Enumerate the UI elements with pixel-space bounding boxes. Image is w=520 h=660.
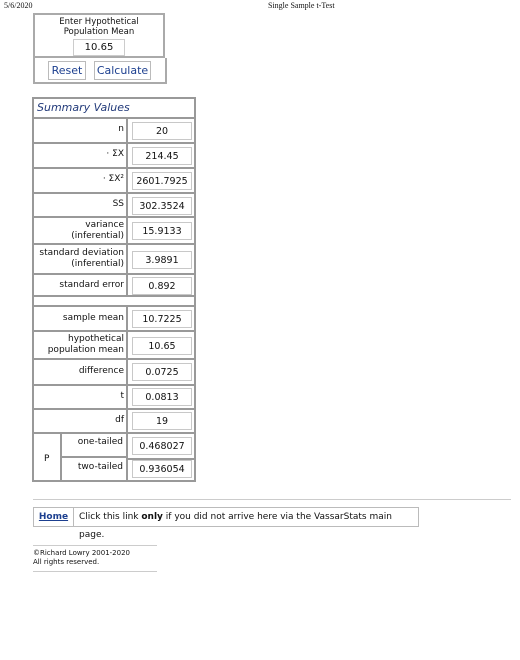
row-label: standard error <box>59 280 124 290</box>
hypothetical-mean-panel <box>33 13 165 58</box>
row-standard-deviation <box>34 243 194 273</box>
one-tailed-value[interactable]: 0.468027 <box>132 437 192 455</box>
copyright-line: ©Richard Lowry 2001-2020 <box>33 549 130 557</box>
row-p <box>34 432 194 480</box>
t-value[interactable]: 0.0813 <box>132 388 192 406</box>
copyright <box>33 549 130 567</box>
row-sum-x <box>34 142 194 167</box>
p-label-cell <box>34 434 62 480</box>
row-label <box>36 334 124 356</box>
text-segment: if you did not arrive here via the VassarStats main page. <box>79 512 392 540</box>
row-label: df <box>115 415 124 425</box>
row-n <box>34 117 194 142</box>
hypothetical-mean-label <box>35 17 163 37</box>
ss-value[interactable]: 302.3524 <box>132 197 192 215</box>
difference-value[interactable]: 0.0725 <box>132 363 192 381</box>
row-variance <box>34 216 194 243</box>
row-sum-x-squared <box>34 167 194 192</box>
text-segment: Click this link <box>79 512 142 522</box>
row-label: · ΣX² <box>102 174 124 184</box>
row-sample-mean <box>34 305 194 330</box>
row-label: t <box>120 391 124 401</box>
reset-button[interactable]: Reset <box>48 61 86 80</box>
row-label <box>36 248 124 270</box>
row-label: sample mean <box>62 313 124 323</box>
standard-error-value[interactable]: 0.892 <box>132 277 192 295</box>
divider <box>33 571 157 572</box>
divider <box>33 499 511 500</box>
home-nav-bar <box>33 507 419 540</box>
variance-value[interactable]: 15.9133 <box>132 222 192 240</box>
label-line: hypothetical <box>67 334 124 344</box>
row-t <box>34 384 194 408</box>
hypothetical-mean-input[interactable]: 10.65 <box>73 39 125 56</box>
print-title: Single Sample t-Test <box>268 1 335 10</box>
label-line: standard deviation <box>39 248 124 258</box>
df-value[interactable]: 19 <box>132 412 192 430</box>
one-tailed-label-cell <box>62 434 126 458</box>
row-label: n <box>118 124 124 134</box>
label-line: (inferential) <box>71 231 124 241</box>
row-ss <box>34 192 194 216</box>
two-tailed-label: two-tailed <box>77 462 123 472</box>
button-row <box>33 58 167 84</box>
home-instruction-text <box>79 508 418 544</box>
label-line: variance <box>85 220 124 230</box>
n-value[interactable]: 20 <box>132 122 192 140</box>
sum-x-squared-value[interactable]: 2601.7925 <box>132 172 192 190</box>
one-tailed-label: one-tailed <box>77 437 123 447</box>
sum-x-value[interactable]: 214.45 <box>132 147 192 165</box>
copyright-line: All rights reserved. <box>33 558 100 566</box>
label-line: Population Mean <box>63 27 135 37</box>
row-label: difference <box>78 366 124 376</box>
p-label: P <box>44 454 50 464</box>
row-standard-error <box>34 273 194 297</box>
row-difference <box>34 358 194 384</box>
home-link[interactable]: Home <box>34 508 74 526</box>
divider <box>33 545 157 546</box>
standard-deviation-value[interactable]: 3.9891 <box>132 251 192 269</box>
calculate-button[interactable]: Calculate <box>94 61 151 80</box>
row-hypothetical-population-mean <box>34 330 194 358</box>
label-line: (inferential) <box>71 259 124 269</box>
hypothetical-population-mean-value[interactable]: 10.65 <box>132 337 192 355</box>
text-emphasis: only <box>141 512 163 522</box>
two-tailed-label-cell <box>62 458 126 482</box>
summary-title: Summary Values <box>37 101 130 114</box>
row-label: · ΣX <box>106 149 124 159</box>
row-label <box>36 220 124 242</box>
row-df <box>34 408 194 432</box>
sample-mean-value[interactable]: 10.7225 <box>132 310 192 328</box>
summary-values-table <box>32 97 196 482</box>
label-line: population mean <box>47 345 124 355</box>
two-tailed-value[interactable]: 0.936054 <box>132 460 192 478</box>
row-label: SS <box>112 199 124 209</box>
label-line: Enter Hypothetical <box>59 17 139 27</box>
print-date: 5/6/2020 <box>4 1 33 10</box>
